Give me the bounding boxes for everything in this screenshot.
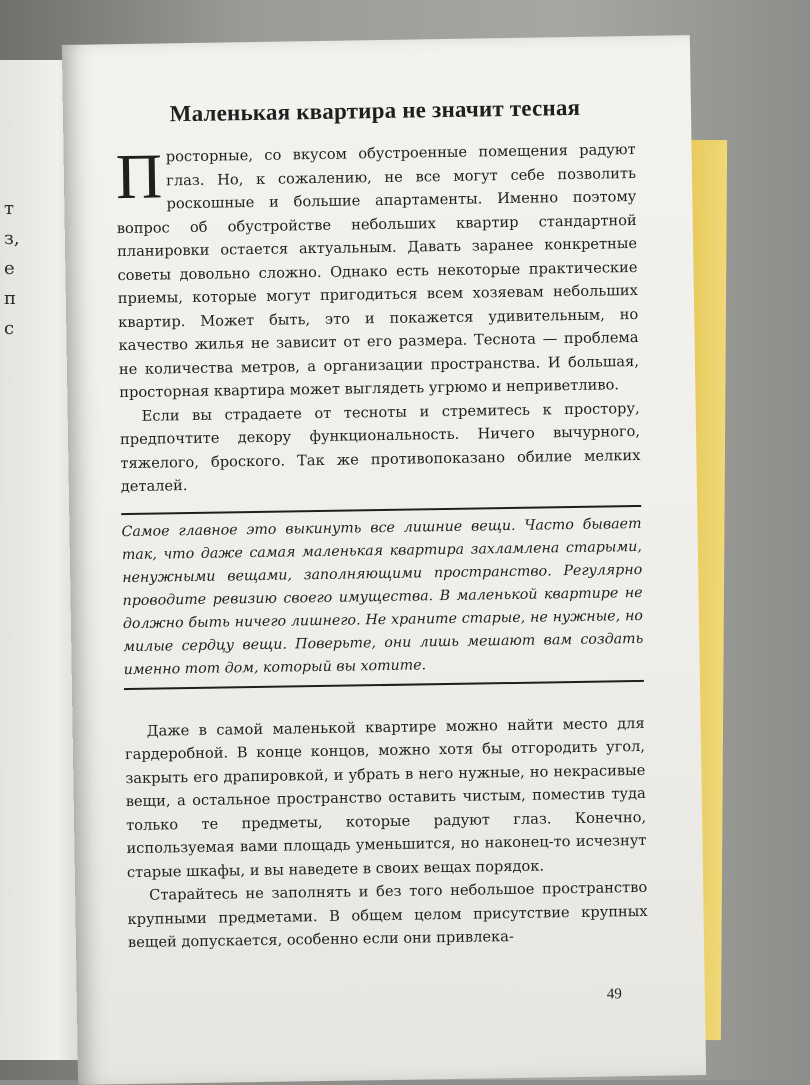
page-title: Маленькая квартира не значит тесная <box>169 94 581 127</box>
left-page-text-fragment: с <box>4 318 15 339</box>
first-paragraph <box>115 138 639 405</box>
left-page-text-fragment: п <box>4 288 16 309</box>
third-paragraph: Даже в самой маленькой квартире можно найти место для гардеробной. В конце концов, можно хотя бы отгородить угол, закрыть его драпировкой, и убрать в него нужные, но некрасивые вещи, а остальное пространство оставить чистым, поместив туда только те предметы, которые радуют глаз. Конечно, используемая вами площадь уменьшится, но наконец-то исчезнут старые шкафы, и вы наведете в своих вещах порядок. <box>124 714 647 881</box>
page-number: 49 <box>606 986 622 1003</box>
first-paragraph-text: росторные, со вкусом обустроенные помещения радуют глаз. Но, к сожалению, не все могут себе позволить роскошные и большие апартаменты. Именно поэтому вопрос об обустройстве небольших квартир стандартной планировки остается актуальным. Давать заранее конкретные советы довольно сложно. Однако есть некоторые практические приемы, которые могут пригодиться всем хозяевам небольших квартир. Может быть, это и покажется удивительным, но качество жилья не зависит от его размера. Теснота — проблема не количества метров, а организации пространства. И большая, просторная квартира может выглядеть угрюмо и неприветливо. <box>116 140 640 402</box>
left-page-text-fragment: е <box>4 258 15 279</box>
callout-box <box>121 504 644 689</box>
left-page-text-fragment: з, <box>4 228 20 249</box>
left-page-text-fragment: т <box>4 198 14 219</box>
page-content <box>115 94 648 955</box>
fourth-paragraph: Старайтесь не заполнять и без того небольшое пространство крупными предметами. В общем целом присутствие крупных вещей допускается, особенно если они привлека- <box>127 878 648 952</box>
book-page <box>62 35 706 1085</box>
second-paragraph: Если вы страдаете от тесноты и стремитесь к простору, предпочтите декору функциональность. Ничего вычурного, тяжелого, броского. Так же противопоказано обилие мелких деталей. <box>119 399 641 496</box>
drop-cap: П <box>115 140 163 213</box>
callout-text: Самое главное это выкинуть все лишние вещи. Часто бывает так, что даже самая маленькая квартира захламлена старыми, ненужными вещами, заполняющими пространство. Регулярно проводите ревизию своего имущества. В маленькой квартире не должно быть ничего лишнего. Не храните старые, не нужные, но милые сердцу вещи. Поверьте, они лишь мешают вам создать именно тот дом, который вы хотите. <box>121 515 644 678</box>
